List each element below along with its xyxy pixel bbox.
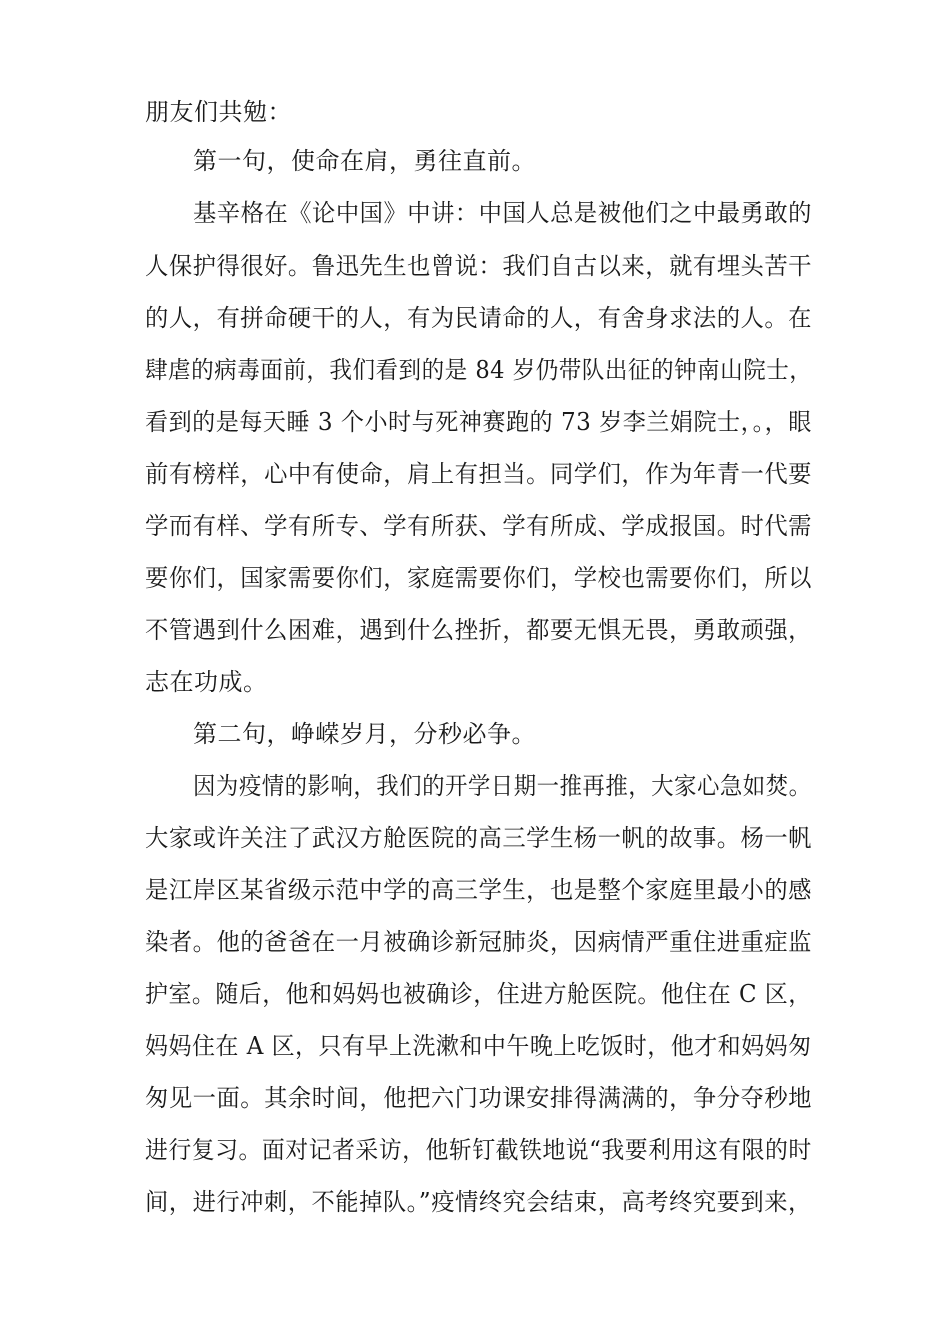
text-line: 染者。他的爸爸在一月被确诊新冠肺炎，因病情严重住进重症监 [145, 928, 812, 956]
text-line: 人保护得很好。鲁迅先生也曾说：我们自古以来，就有埋头苦干 [145, 252, 812, 280]
text-line: 护室。随后，他和妈妈也被确诊，住进方舱医院。他住在 C 区， [145, 980, 812, 1008]
text-line: 大家或许关注了武汉方舱医院的高三学生杨一帆的故事。杨一帆 [145, 824, 812, 852]
text-line: 间，进行冲刺，不能掉队。”疫情终究会结束，高考终究要到来， [145, 1188, 812, 1216]
text-line: 前有榜样，心中有使命，肩上有担当。同学们，作为年青一代要 [145, 460, 812, 488]
text-line: 不管遇到什么困难，遇到什么挫折，都要无惧无畏，勇敢顽强， [145, 616, 812, 644]
section-heading: 第一句，使命在肩，勇往直前。 [193, 147, 536, 175]
text-line: 是江岸区某省级示范中学的高三学生，也是整个家庭里最小的感 [145, 876, 812, 904]
text-line: 志在功成。 [145, 668, 268, 696]
text-line: 的人，有拼命硬干的人，有为民请命的人，有舍身求法的人。在 [145, 304, 812, 332]
text-line: 匆见一面。其余时间，他把六门功课安排得满满的，争分夺秒地 [145, 1084, 812, 1112]
text-line: 妈妈住在 A 区，只有早上洗漱和中午晚上吃饭时，他才和妈妈匆 [145, 1032, 812, 1060]
text-line: 学而有样、学有所专、学有所获、学有所成、学成报国。时代需 [145, 512, 812, 540]
text-line: 基辛格在《论中国》中讲：中国人总是被他们之中最勇敢的 [193, 199, 812, 227]
text-line: 肆虐的病毒面前，我们看到的是 84 岁仍带队出征的钟南山院士， [145, 356, 813, 384]
text-line: 进行复习。面对记者采访，他斩钉截铁地说“我要利用这有限的时 [145, 1136, 812, 1164]
text-line: 看到的是每天睡 3 个小时与死神赛跑的 73 岁李兰娟院士，。，眼 [145, 408, 812, 436]
text-line: 朋友们共勉： [145, 98, 292, 126]
text-line: 要你们，国家需要你们，家庭需要你们，学校也需要你们，所以 [145, 564, 812, 592]
text-line: 因为疫情的影响，我们的开学日期一推再推，大家心急如焚。 [193, 772, 812, 800]
section-heading: 第二句，峥嵘岁月，分秒必争。 [193, 720, 536, 748]
